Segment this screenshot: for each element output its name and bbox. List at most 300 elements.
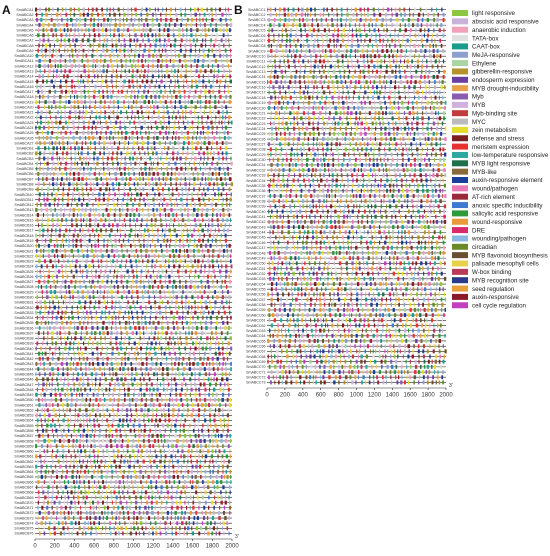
cis-element-mark: [306, 18, 308, 22]
cis-element-mark: [198, 198, 200, 202]
cis-element-mark: [69, 506, 71, 510]
cis-element-mark: [161, 439, 162, 443]
cis-element-mark: [128, 85, 130, 89]
cis-element-mark: [130, 162, 132, 166]
cis-element-mark: [173, 254, 175, 258]
cis-element-mark: [121, 131, 123, 135]
cis-element-mark: [230, 316, 231, 320]
cis-element-mark: [51, 228, 52, 232]
cis-element-mark: [119, 85, 120, 89]
cis-element-mark: [36, 13, 38, 17]
cis-element-mark: [228, 516, 229, 520]
cis-element-mark: [83, 105, 84, 109]
cis-element-mark: [102, 90, 104, 94]
cis-element-mark: [220, 275, 222, 279]
cis-element-mark: [105, 388, 107, 392]
cis-element-mark: [151, 490, 153, 494]
cis-element-mark: [222, 485, 224, 489]
cis-element-mark: [37, 213, 39, 217]
cis-element-mark: [65, 131, 67, 135]
cis-element-mark: [202, 521, 203, 525]
cis-element-mark: [313, 28, 315, 32]
cis-element-mark: [89, 516, 91, 520]
cis-element-mark: [91, 475, 93, 479]
cis-element-mark: [208, 141, 210, 145]
cis-element-mark: [220, 336, 221, 340]
cis-element-mark: [174, 352, 176, 356]
cis-element-mark: [136, 357, 138, 361]
cis-element-mark: [227, 316, 228, 320]
cis-element-mark: [427, 13, 429, 17]
cis-element-mark: [430, 23, 431, 27]
cis-element-mark: [75, 244, 77, 248]
cis-element-mark: [93, 449, 95, 453]
cis-element-mark: [166, 388, 168, 392]
cis-element-mark: [211, 218, 213, 222]
cis-element-mark: [167, 496, 169, 500]
cis-element-mark: [141, 33, 143, 37]
cis-element-mark: [178, 121, 179, 125]
cis-element-mark: [135, 64, 136, 68]
cis-element-mark: [154, 439, 156, 443]
cis-element-mark: [52, 377, 54, 381]
cis-element-mark: [145, 270, 146, 274]
cis-element-mark: [100, 208, 102, 212]
cis-element-mark: [96, 228, 98, 232]
cis-element-mark: [148, 100, 150, 104]
cis-element-mark: [159, 28, 160, 32]
cis-element-mark: [38, 526, 39, 530]
cis-element-mark: [68, 90, 69, 94]
cis-element-mark: [141, 8, 143, 12]
cis-element-mark: [140, 285, 141, 289]
cis-element-mark: [212, 311, 214, 315]
cis-element-mark: [223, 198, 224, 202]
cis-element-mark: [108, 311, 110, 315]
cis-element-mark: [56, 13, 58, 17]
cis-element-mark: [107, 408, 109, 412]
cis-element-mark: [49, 347, 51, 351]
cis-element-mark: [143, 460, 145, 464]
cis-element-mark: [123, 80, 126, 84]
cis-element-mark: [206, 316, 207, 320]
cis-element-mark: [184, 516, 185, 520]
cis-element-mark: [55, 285, 57, 289]
cis-element-mark: [183, 326, 184, 330]
cis-element-mark: [228, 460, 230, 464]
cis-element-mark: [372, 23, 373, 27]
cis-element-mark: [70, 501, 72, 505]
cis-element-mark: [43, 331, 44, 335]
cis-element-mark: [197, 100, 198, 104]
cis-element-mark: [120, 54, 122, 58]
cis-element-mark: [43, 182, 44, 186]
cis-element-mark: [141, 501, 142, 505]
cis-element-mark: [62, 157, 64, 161]
cis-element-mark: [83, 64, 85, 68]
cis-element-mark: [130, 259, 132, 263]
cis-element-mark: [222, 64, 224, 68]
cis-element-mark: [75, 280, 77, 284]
cis-element-mark: [95, 167, 96, 171]
cis-element-mark: [125, 429, 126, 433]
cis-element-mark: [135, 398, 137, 402]
cis-element-mark: [78, 8, 80, 12]
cis-element-mark: [183, 80, 185, 84]
cis-element-mark: [144, 424, 146, 428]
cis-element-mark: [99, 141, 100, 145]
cis-element-mark: [165, 336, 166, 340]
cis-element-mark: [103, 151, 104, 155]
cis-element-mark: [67, 18, 69, 22]
cis-element-mark: [82, 383, 84, 387]
cis-element-mark: [97, 470, 99, 474]
cis-element-mark: [77, 413, 79, 417]
cis-element-mark: [117, 408, 119, 412]
cis-element-mark: [107, 424, 109, 428]
cis-element-mark: [96, 182, 98, 186]
cis-element-mark: [203, 311, 205, 315]
cis-element-mark: [113, 398, 115, 402]
cis-element-mark: [149, 321, 151, 325]
cis-element-mark: [170, 18, 172, 22]
cis-element-mark: [40, 249, 42, 253]
cis-element-mark: [178, 136, 179, 140]
cis-element-mark: [50, 393, 52, 397]
cis-element-mark: [70, 13, 71, 17]
cis-element-mark: [199, 465, 201, 469]
cis-element-mark: [128, 141, 129, 145]
cis-element-mark: [184, 59, 186, 63]
cis-element-mark: [116, 516, 117, 520]
cis-element-mark: [217, 470, 219, 474]
cis-element-mark: [194, 218, 196, 222]
cis-element-mark: [51, 367, 53, 371]
cis-element-mark: [157, 490, 159, 494]
cis-element-mark: [61, 90, 63, 94]
cis-element-mark: [135, 44, 137, 48]
cis-element-mark: [77, 311, 79, 315]
cis-element-mark: [55, 393, 57, 397]
cis-element-mark: [160, 218, 161, 222]
cis-element-mark: [193, 496, 194, 500]
cis-element-mark: [138, 64, 140, 68]
cis-element-mark: [87, 290, 89, 294]
cis-element-mark: [86, 439, 87, 443]
cis-element-mark: [197, 521, 198, 525]
cis-element-mark: [198, 413, 200, 417]
cis-element-mark: [118, 38, 120, 42]
cis-element-mark: [162, 516, 164, 520]
cis-element-mark: [51, 157, 53, 161]
cis-element-mark: [116, 223, 118, 227]
cis-element-mark: [105, 270, 107, 274]
cis-element-mark: [121, 69, 122, 73]
cis-element-mark: [74, 100, 76, 104]
cis-element-mark: [423, 13, 424, 17]
cis-element-mark: [40, 18, 42, 22]
cis-element-mark: [170, 49, 171, 53]
cis-element-mark: [121, 177, 123, 181]
cis-element-mark: [137, 490, 139, 494]
cis-element-mark: [390, 18, 392, 22]
cis-element-mark: [186, 506, 187, 510]
cis-element-mark: [47, 434, 48, 438]
cis-element-mark: [231, 249, 232, 253]
cis-element-mark: [213, 429, 215, 433]
cis-element-mark: [214, 105, 216, 109]
cis-element-mark: [160, 362, 162, 366]
cis-element-mark: [169, 223, 170, 227]
cis-element-mark: [210, 424, 211, 428]
cis-element-mark: [128, 316, 130, 320]
cis-element-mark: [119, 418, 121, 422]
cis-element-mark: [201, 306, 202, 310]
cis-element-mark: [175, 285, 177, 289]
cis-element-mark: [66, 398, 68, 402]
cis-element-mark: [45, 352, 47, 356]
cis-element-mark: [95, 198, 97, 202]
cis-element-mark: [55, 28, 57, 32]
cis-element-mark: [172, 367, 174, 371]
cis-element-mark: [69, 413, 70, 417]
cis-element-mark: [39, 167, 41, 171]
cis-element-mark: [145, 172, 147, 176]
cis-element-mark: [92, 8, 94, 12]
cis-element-mark: [184, 223, 186, 227]
cis-element-mark: [326, 8, 327, 12]
cis-element-mark: [221, 193, 223, 197]
gene-label: SmABCB73: [14, 516, 34, 521]
cis-element-mark: [167, 95, 168, 99]
cis-element-mark: [296, 23, 297, 27]
cis-element-mark: [35, 126, 36, 130]
cis-element-mark: [197, 444, 199, 448]
cis-element-mark: [159, 290, 161, 294]
cis-element-mark: [104, 424, 105, 428]
cis-element-mark: [140, 131, 141, 135]
cis-element-mark: [203, 54, 205, 58]
cis-element-mark: [70, 208, 72, 212]
cis-element-mark: [106, 136, 107, 140]
cis-element-mark: [207, 151, 209, 155]
cis-element-mark: [51, 388, 52, 392]
cis-element-mark: [116, 249, 118, 253]
cis-element-mark: [166, 362, 168, 366]
cis-element-mark: [155, 331, 156, 335]
cis-element-mark: [82, 460, 84, 464]
cis-element-mark: [55, 388, 56, 392]
cis-element-mark: [360, 34, 362, 38]
cis-element-mark: [60, 64, 62, 68]
cis-element-mark: [95, 64, 96, 68]
cis-element-mark: [52, 264, 54, 268]
cis-element-mark: [196, 439, 198, 443]
cis-element-mark: [181, 234, 183, 238]
cis-element-mark: [140, 367, 141, 371]
cis-element-mark: [58, 259, 59, 263]
cis-element-mark: [42, 28, 44, 32]
cis-element-mark: [439, 28, 441, 32]
cis-element-mark: [173, 347, 175, 351]
cis-element-mark: [179, 95, 181, 99]
cis-element-mark: [228, 408, 230, 412]
cis-element-mark: [194, 424, 196, 428]
cis-element-mark: [64, 23, 65, 27]
cis-element-mark: [37, 49, 39, 53]
cis-element-mark: [217, 526, 218, 530]
cis-element-mark: [164, 352, 166, 356]
gene-label: SmABCA27: [14, 141, 34, 146]
cis-element-mark: [208, 506, 209, 510]
cis-element-mark: [162, 228, 163, 232]
cis-element-mark: [189, 285, 191, 289]
cis-element-mark: [141, 490, 142, 494]
cis-element-mark: [102, 331, 104, 335]
cis-element-mark: [60, 213, 61, 217]
cis-element-mark: [126, 331, 128, 335]
cis-element-mark: [87, 444, 88, 448]
cis-element-mark: [110, 59, 112, 63]
cis-element-mark: [91, 331, 93, 335]
cis-element-mark: [166, 64, 168, 68]
cis-element-mark: [180, 424, 181, 428]
cis-element-mark: [127, 208, 129, 212]
cis-element-mark: [183, 460, 184, 464]
cis-element-mark: [123, 13, 125, 17]
cis-element-mark: [201, 141, 202, 145]
cis-element-mark: [331, 8, 333, 12]
cis-element-mark: [83, 157, 84, 161]
cis-element-mark: [46, 172, 48, 176]
cis-element-mark: [120, 80, 122, 84]
cis-element-mark: [364, 13, 365, 17]
cis-element-mark: [138, 90, 140, 94]
cis-element-mark: [45, 18, 46, 22]
cis-element-mark: [158, 33, 160, 37]
cis-element-mark: [352, 28, 353, 32]
cis-element-mark: [197, 54, 199, 58]
cis-element-mark: [76, 182, 78, 186]
cis-element-mark: [85, 531, 86, 535]
cis-element-mark: [110, 480, 111, 484]
cis-element-mark: [218, 157, 220, 161]
cis-element-mark: [139, 187, 141, 191]
cis-element-mark: [107, 146, 109, 150]
cis-element-mark: [72, 136, 74, 140]
cis-element-mark: [54, 290, 56, 294]
cis-element-mark: [219, 131, 220, 135]
cis-element-mark: [57, 372, 58, 376]
cis-element-mark: [201, 429, 203, 433]
cis-element-mark: [167, 526, 169, 530]
cis-element-mark: [225, 141, 227, 145]
cis-element-mark: [427, 34, 429, 38]
cis-element-mark: [102, 526, 103, 530]
cis-element-mark: [148, 38, 150, 42]
gene-label: SmABCC6: [248, 33, 266, 38]
cis-element-mark: [47, 460, 48, 464]
cis-element-mark: [155, 38, 157, 42]
cis-element-mark: [75, 454, 77, 458]
cis-element-mark: [190, 506, 191, 510]
cis-element-mark: [204, 136, 205, 140]
cis-element-mark: [163, 172, 165, 176]
cis-element-mark: [111, 511, 112, 515]
cis-element-mark: [63, 531, 65, 535]
cis-element-mark: [421, 34, 422, 38]
cis-element-mark: [147, 69, 149, 73]
cis-element-mark: [184, 501, 185, 505]
cis-element-mark: [321, 34, 323, 38]
cis-element-mark: [56, 316, 58, 320]
cis-element-mark: [190, 439, 192, 443]
cis-element-mark: [139, 331, 141, 335]
cis-element-mark: [192, 198, 194, 202]
cis-element-mark: [99, 413, 101, 417]
cis-element-mark: [86, 177, 87, 181]
cis-element-mark: [316, 18, 317, 22]
cis-element-mark: [117, 290, 119, 294]
cis-element-mark: [417, 18, 419, 22]
cis-element-mark: [92, 126, 93, 130]
cis-element-mark: [290, 34, 292, 38]
cis-element-mark: [216, 377, 218, 381]
cis-element-mark: [107, 295, 108, 299]
cis-element-mark: [38, 244, 40, 248]
cis-element-mark: [124, 121, 125, 125]
cis-element-mark: [206, 208, 208, 212]
cis-element-mark: [273, 34, 274, 38]
cis-element-mark: [215, 8, 216, 12]
cis-element-mark: [156, 249, 157, 253]
cis-element-mark: [227, 208, 229, 212]
cis-element-mark: [159, 177, 160, 181]
cis-element-mark: [122, 85, 124, 89]
cis-element-mark: [127, 8, 129, 12]
cis-element-mark: [67, 193, 69, 197]
cis-element-mark: [134, 470, 136, 474]
cis-element-mark: [226, 13, 227, 17]
cis-element-mark: [183, 377, 185, 381]
cis-element-mark: [64, 424, 66, 428]
cis-element-mark: [80, 218, 81, 222]
cis-element-mark: [177, 80, 178, 84]
cis-element-mark: [291, 13, 293, 17]
cis-element-mark: [271, 28, 273, 32]
cis-element-mark: [212, 249, 214, 253]
cis-element-mark: [151, 280, 152, 284]
cis-element-mark: [230, 18, 231, 22]
cis-element-mark: [70, 172, 71, 176]
cis-element-mark: [409, 34, 411, 38]
cis-element-mark: [143, 74, 145, 78]
cis-element-mark: [106, 8, 108, 12]
cis-element-mark: [151, 264, 152, 268]
cis-element-mark: [82, 531, 84, 535]
cis-element-mark: [56, 33, 57, 37]
cis-element-mark: [148, 254, 149, 258]
cis-element-mark: [153, 290, 154, 294]
cis-element-mark: [185, 393, 187, 397]
cis-element-mark: [158, 347, 159, 351]
cis-element-mark: [184, 418, 186, 422]
cis-element-mark: [44, 244, 46, 248]
cis-element-mark: [183, 275, 185, 279]
cis-element-mark: [223, 418, 225, 422]
cis-element-mark: [107, 198, 109, 202]
cis-element-mark: [81, 162, 83, 166]
